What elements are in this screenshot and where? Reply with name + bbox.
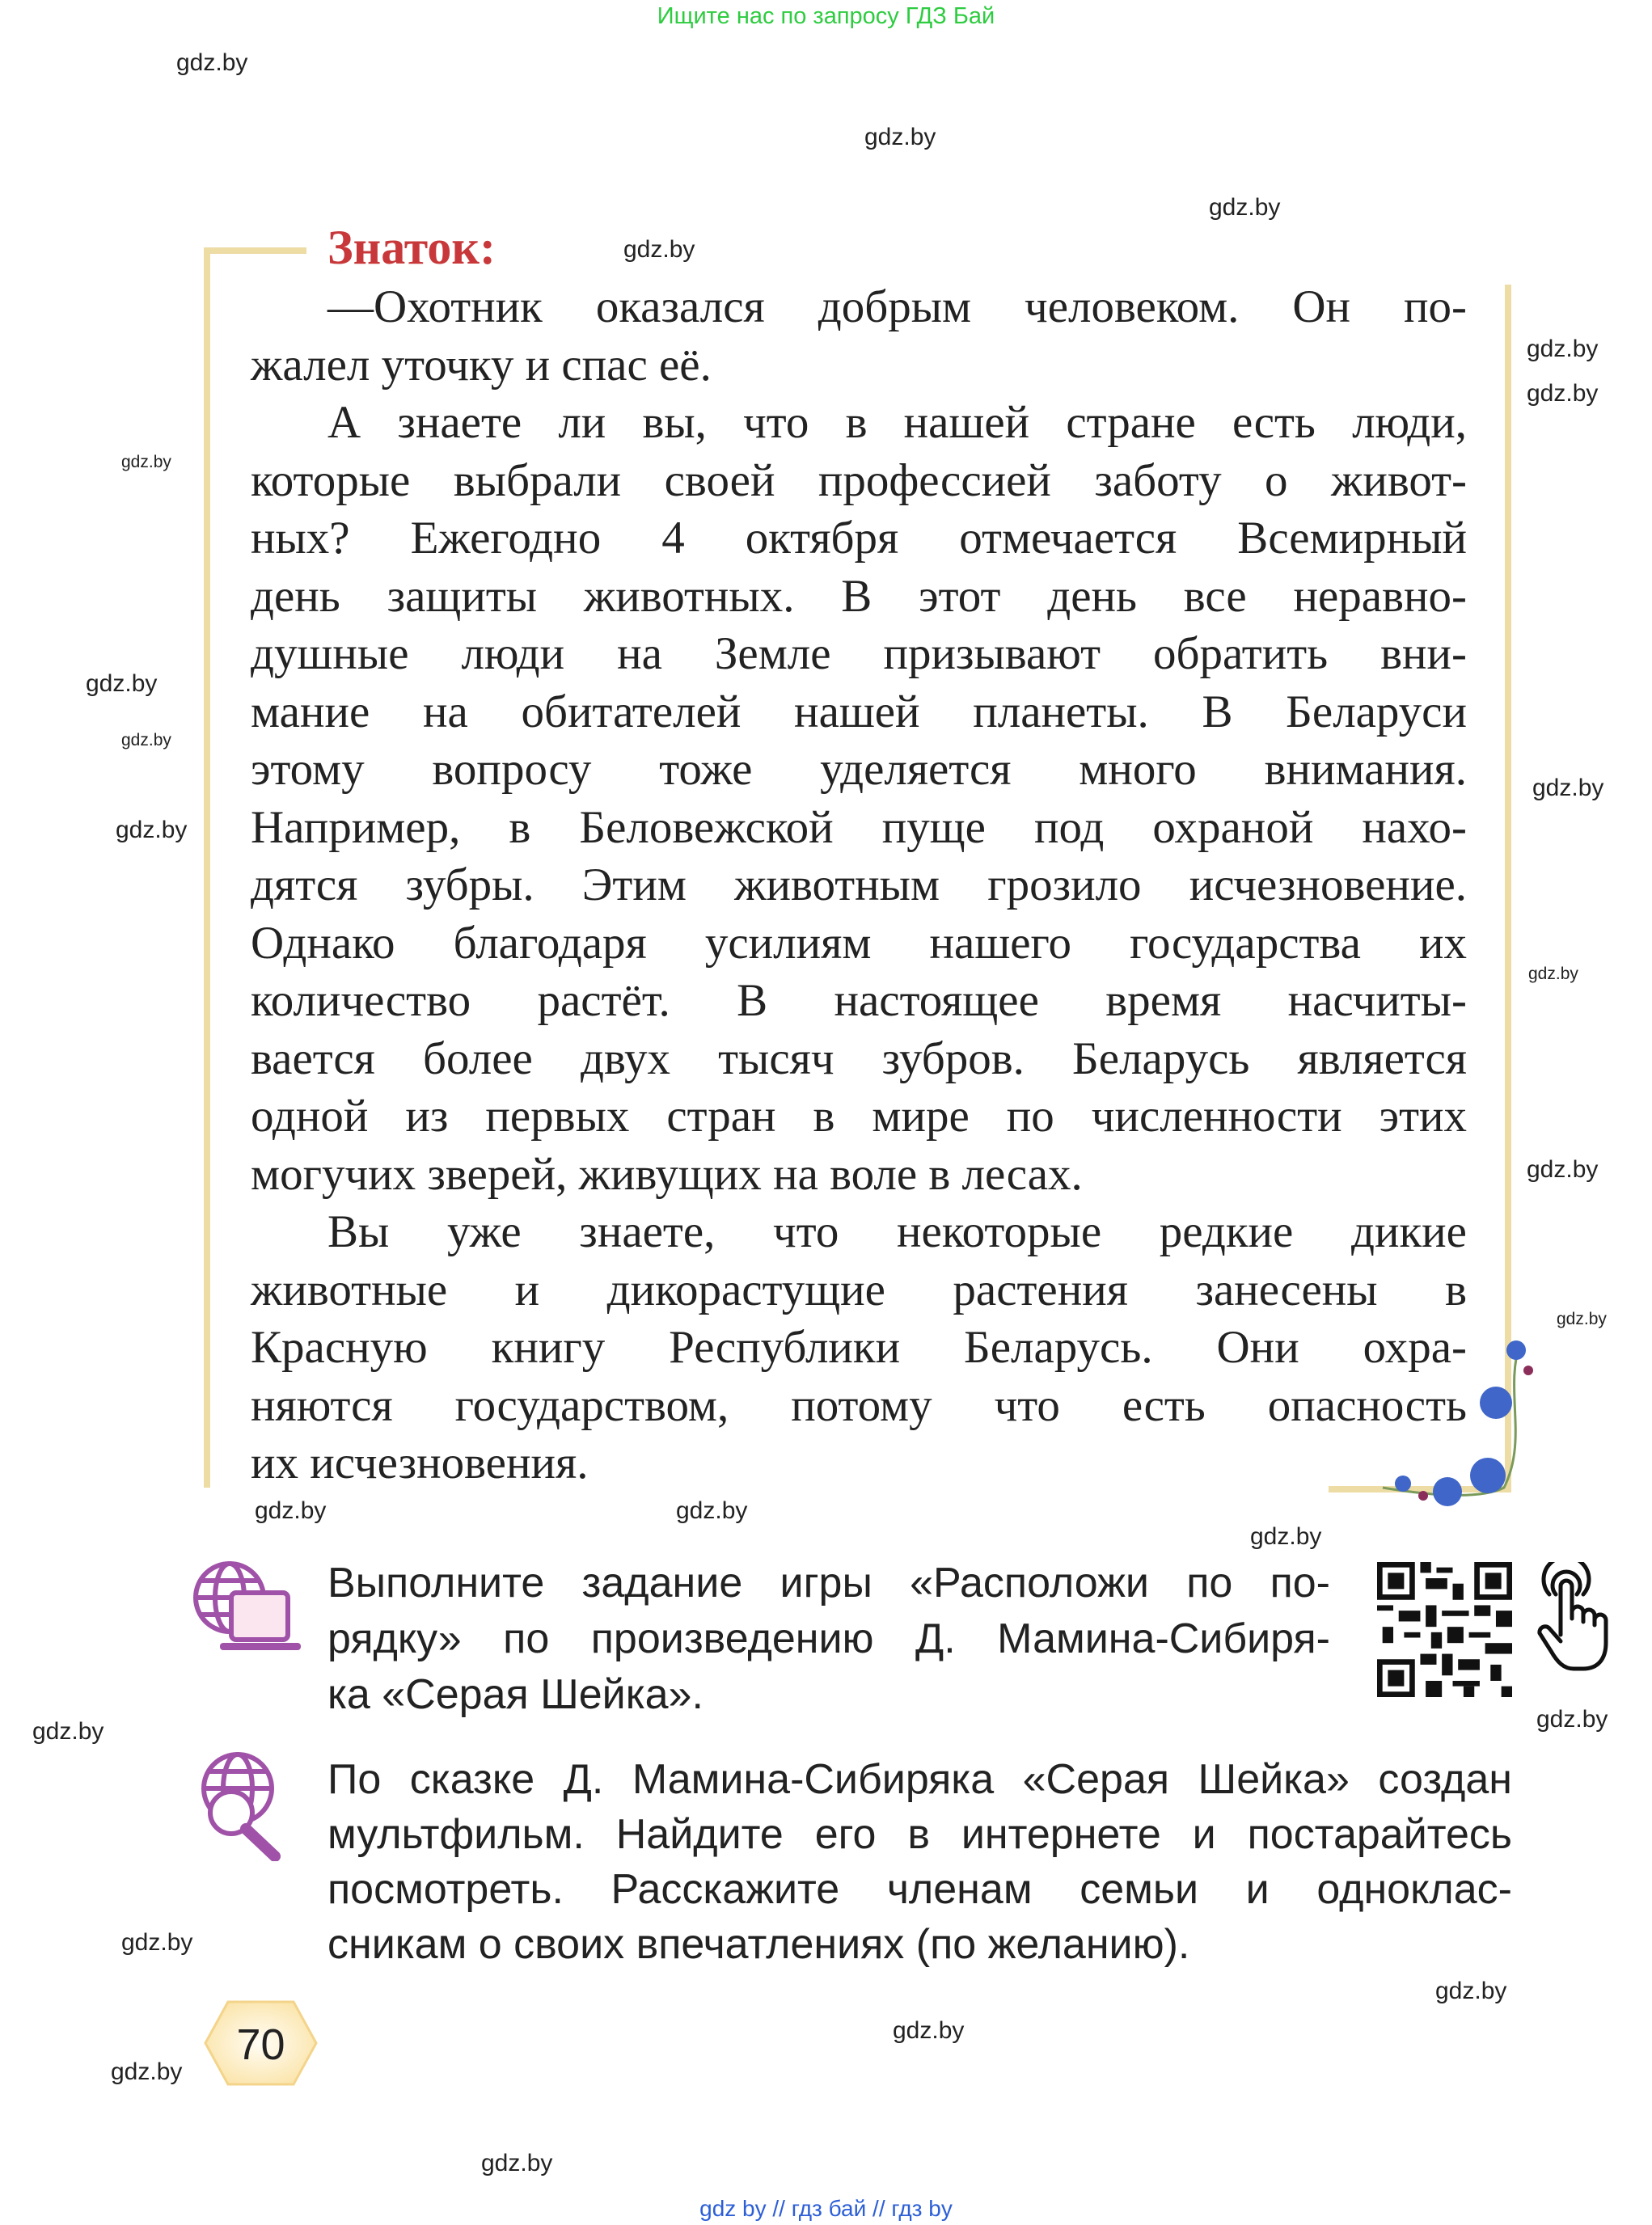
watermark: gdz.by <box>1209 194 1281 221</box>
watermark: gdz.by <box>121 731 171 749</box>
watermark: gdz.by <box>1527 336 1599 362</box>
watermark: gdz.by <box>86 670 158 697</box>
text-line: ных? Ежегодно 4 октября отмечается Всемирный <box>251 513 1467 564</box>
task-line: По сказке Д. Мамина-Сибиряка «Серая Шейка» создан <box>327 1756 1512 1803</box>
watermark: gdz.by <box>111 2058 183 2085</box>
page-number: 70 <box>236 2020 285 2069</box>
watermark: gdz.by <box>1527 380 1599 407</box>
task-line: ка «Серая Шейка». <box>327 1671 703 1718</box>
text-line: А знаете ли вы, что в нашей стране есть люди, <box>327 397 1467 448</box>
task-line: посмотреть. Расскажите членам семьи и одноклас- <box>327 1866 1512 1913</box>
watermark: gdz.by <box>864 124 936 150</box>
watermark: gdz.by <box>893 2017 965 2044</box>
text-line: няются государством, потому что есть опасность <box>251 1380 1467 1431</box>
text-line: могучих зверей, живущих на воле в лесах. <box>251 1149 1083 1200</box>
task-line: Выполните задание игры «Расположи по по- <box>327 1560 1330 1606</box>
text-line: Красную книгу Республики Беларусь. Они охра- <box>251 1322 1467 1373</box>
watermark: gdz.by <box>623 236 695 263</box>
text-line: Вы уже знаете, что некоторые редкие дикие <box>327 1206 1467 1257</box>
text-line: вается более двух тысяч зубров. Беларусь является <box>251 1033 1467 1084</box>
top-banner: Ищите нас по запросу ГДЗ Бай <box>657 3 995 29</box>
text-line: дятся зубры. Этим животным грозило исчезновение. <box>251 859 1467 910</box>
text-line: —Охотник оказался добрым человеком. Он по- <box>327 281 1467 332</box>
watermark: gdz.by <box>121 453 171 471</box>
watermark: gdz.by <box>1527 1156 1599 1183</box>
text-line: количество растёт. В настоящее время насчиты- <box>251 975 1467 1026</box>
watermark: gdz.by <box>1250 1523 1322 1550</box>
text-line: которые выбрали своей профессией заботу о живот- <box>251 455 1467 506</box>
frame-top-bar <box>204 247 306 254</box>
watermark: gdz.by <box>121 1929 193 1956</box>
qr-code-icon[interactable] <box>1377 1562 1512 1697</box>
task-line: мультфильм. Найдите его в интернете и постарайтесь <box>327 1811 1512 1858</box>
task-line: рядку» по произведению Д. Мамина-Сибиря- <box>327 1615 1330 1662</box>
watermark: gdz.by <box>1536 1706 1608 1733</box>
text-line: этому вопросу тоже уделяется много внимания. <box>251 744 1467 795</box>
watermark: gdz.by <box>176 49 248 76</box>
bottom-banner[interactable]: gdz by // гдз бай // гдз by <box>699 2196 953 2221</box>
text-line: Например, в Беловежской пуще под охраной нахо- <box>251 802 1467 853</box>
watermark: gdz.by <box>32 1718 104 1745</box>
text-line: животные и дикорастущие растения занесены в <box>251 1264 1467 1315</box>
globe-laptop-icon <box>191 1559 301 1654</box>
watermark: gdz.by <box>116 817 188 843</box>
text-line: одной из первых стран в мире по численности этих <box>251 1091 1467 1142</box>
text-line: их исчезновения. <box>251 1438 589 1488</box>
task-line: сникам о своих впечатлениях (по желанию). <box>327 1921 1190 1968</box>
watermark: gdz.by <box>255 1497 327 1524</box>
section-title: Знаток: <box>327 221 496 274</box>
watermark: gdz.by <box>481 2150 553 2176</box>
text-line: жалел уточку и спас её. <box>251 340 712 391</box>
text-line: Однако благодаря усилиям нашего государства их <box>251 918 1467 969</box>
watermark: gdz.by <box>1435 1978 1507 2004</box>
globe-search-icon <box>197 1750 288 1861</box>
watermark: gdz.by <box>676 1497 748 1524</box>
frame-right-bar <box>1505 285 1511 1489</box>
text-line: день защиты животных. В этот день все неравно- <box>251 571 1467 622</box>
text-line: мание на обитателей нашей планеты. В Беларуси <box>251 686 1467 737</box>
watermark: gdz.by <box>1557 1310 1607 1328</box>
frame-left-bar <box>204 247 210 1488</box>
watermark: gdz.by <box>1528 965 1578 983</box>
text-line: душные люди на Земле призывают обратить вни- <box>251 628 1467 679</box>
watermark: gdz.by <box>1532 775 1604 801</box>
tap-hand-icon <box>1533 1562 1614 1675</box>
